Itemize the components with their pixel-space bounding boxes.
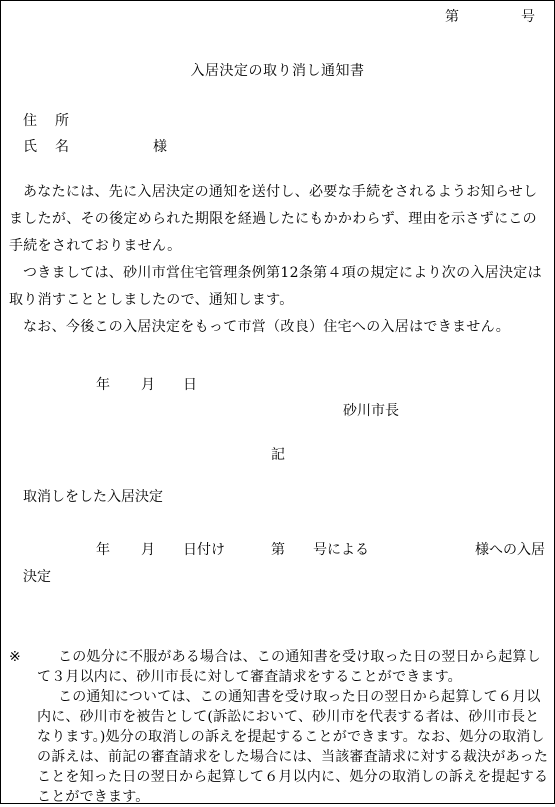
- date-day: 日: [183, 377, 197, 393]
- body-paragraph-2: つきましては、砂川市営住宅管理条例第12条第４項の規定により次の入居決定は取り消すこととしましたので、通知します。: [9, 265, 542, 308]
- cancelled-decision-heading: 取消しをした入居決定: [23, 489, 163, 505]
- document-number-prefix: 第: [445, 9, 459, 25]
- decision-dated: 日付け: [183, 542, 225, 558]
- note-2: この通知については、この通知書を受け取った日の翌日から起算して６月以内に、砂川市を被告として(訴訟において、砂川市を代表する者は、砂川市長となります。)処分の取消しの訴えを提起することができます。なお、処分の取消しの訴えは、前記の審査請求をした場合には、当該審査請求に対する裁決があったことを知った日の翌日から起算して６月以内に、処分の取消しの訴えを提起することができます。: [37, 689, 549, 805]
- decision-number-by: 号による: [313, 542, 369, 558]
- document-number-suffix: 号: [521, 9, 535, 25]
- body-paragraph-3: なお、今後この入居決定をもって市営（改良）住宅への入居はできません。: [23, 319, 511, 335]
- document-title: 入居決定の取り消し通知書: [190, 63, 365, 79]
- note-mark: ※: [9, 649, 21, 665]
- decision-year: 年: [96, 542, 110, 558]
- decision-to-sama: 様への入居: [475, 542, 545, 558]
- ki-heading: 記: [271, 447, 285, 463]
- honorific-sama: 様: [153, 139, 167, 155]
- name-label: 氏 名: [23, 139, 71, 155]
- body-paragraph-1: あなたには、先に入居決定の通知を送付し、必要な手続をされるようお知らせしましたが、その後定められた期限を経過したにもかかわらず、理由を示さずにこの手続をされておりません。: [9, 184, 538, 254]
- issuer: 砂川市長: [343, 403, 399, 419]
- date-year: 年: [96, 377, 110, 393]
- address-label: 住 所: [23, 113, 71, 129]
- decision-word: 決定: [23, 569, 51, 585]
- note-1: この処分に不服がある場合は、この通知書を受け取った日の翌日から起算して３月以内に、砂川市長に対して審査請求をすることができます。: [37, 649, 541, 685]
- decision-number-prefix: 第: [271, 542, 285, 558]
- date-month: 月: [141, 377, 155, 393]
- decision-month: 月: [141, 542, 155, 558]
